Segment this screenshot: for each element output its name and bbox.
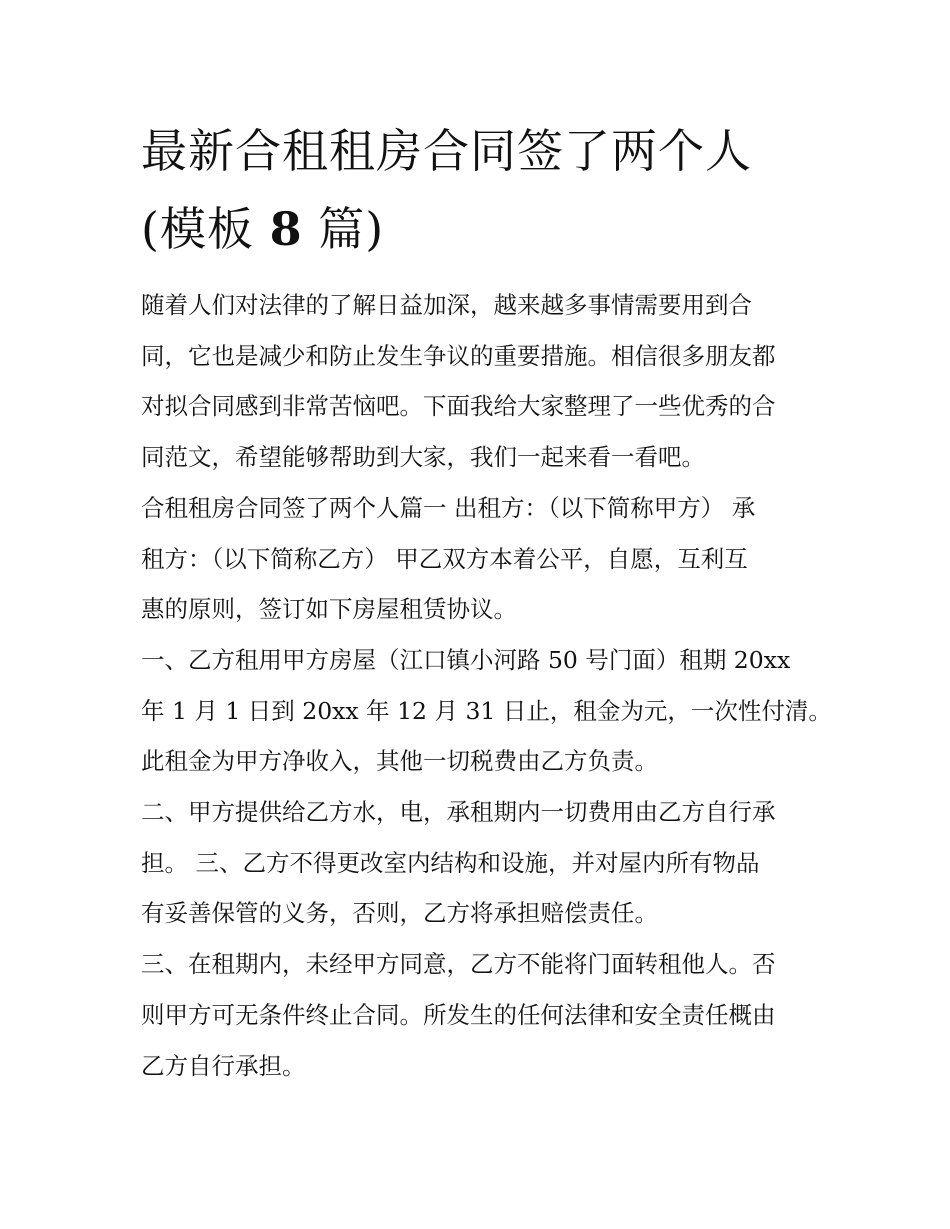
text-line: 同范文，希望能够帮助到大家，我们一起来看一看吧。 xyxy=(141,443,705,472)
title-close: 篇) xyxy=(318,202,385,256)
text-line: 乙方自行承担。 xyxy=(141,1051,306,1080)
text-line: 惠的原则，签订如下房屋租赁协议。 xyxy=(141,595,517,624)
text-line: 有妥善保管的义务，否则，乙方将承担赔偿责任。 xyxy=(141,899,658,928)
text-line: 同，它也是减少和防止发生争议的重要措施。相信很多朋友都 xyxy=(141,341,776,370)
text-line: 二、甲方提供给乙方水，电，承租期内一切费用由乙方自行承 xyxy=(141,798,776,827)
title-open: (模板 xyxy=(141,202,254,256)
paragraph-clause-3 xyxy=(141,939,813,1091)
text-line: 对拟合同感到非常苦恼吧。下面我给大家整理了一些优秀的合 xyxy=(141,392,776,421)
text-line: 年 1 月 1 日到 20xx 年 12 月 31 日止，租金为元，一次性付清。 xyxy=(141,696,832,725)
text-line: 随着人们对法律的了解日益加深，越来越多事情需要用到合 xyxy=(141,291,752,319)
title-number: 8 xyxy=(269,202,303,256)
text-line: 合租租房合同签了两个人篇一 出租方：（以下简称甲方） 承 xyxy=(141,493,756,522)
text-line: 则甲方可无条件终止合同。所发生的任何法律和安全责任概由 xyxy=(141,1000,776,1029)
paragraph-intro xyxy=(141,280,813,483)
paragraph-clause-2 xyxy=(141,787,813,939)
text-line: 一、乙方租用甲方房屋（江口镇小河路 50 号门面）租期 20xx xyxy=(141,645,791,674)
title-line-2 xyxy=(141,190,821,268)
paragraph-parties xyxy=(141,483,813,635)
paragraph-clause-1 xyxy=(141,635,832,787)
text-line: 此租金为甲方净收入，其他一切税费由乙方负责。 xyxy=(141,747,658,776)
text-line: 三、在租期内，未经甲方同意，乙方不能将门面转租他人。否 xyxy=(141,950,776,979)
text-line: 租方：（以下简称乙方） 甲乙双方本着公平，自愿，互利互 xyxy=(141,544,748,573)
document-title xyxy=(141,112,821,268)
document-body xyxy=(141,280,832,1091)
title-line-1: 最新合租租房合同签了两个人 xyxy=(141,124,752,178)
text-line: 担。 三、乙方不得更改室内结构和设施，并对屋内所有物品 xyxy=(141,848,760,877)
